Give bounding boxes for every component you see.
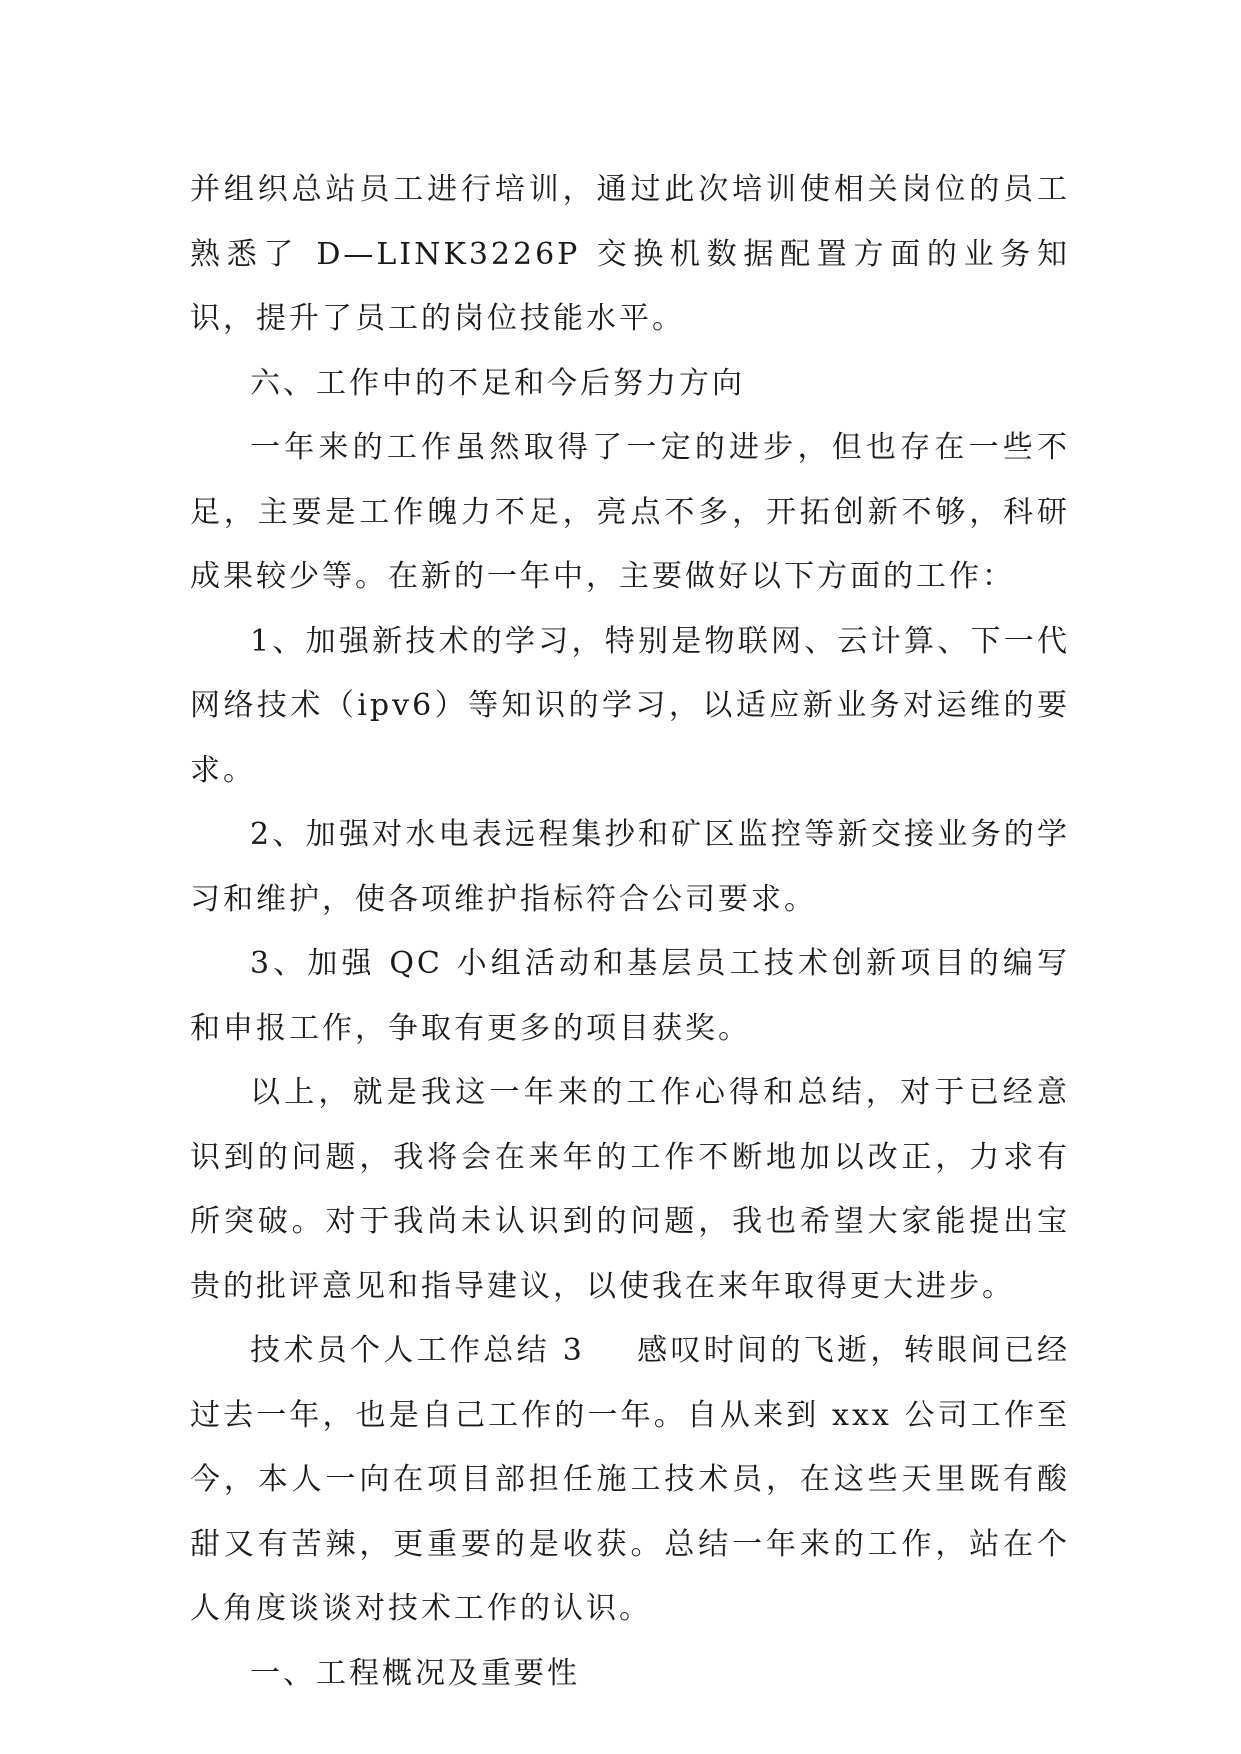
section-heading-shortcomings: 六、工作中的不足和今后努力方向 [250,365,745,401]
list-item-3: 3、加强 QC 小组活动和基层员工技术创新项目的编写和申报工作，争取有更多的项目获奖。 [190,946,1070,1046]
document-body [190,158,1070,1706]
paragraph-summary-3 [190,1319,1070,1642]
summary-3-text: 感叹时间的飞逝，转眼间已经过去一年，也是自己工作的一年。自从来到 xxx 公司工作至今，本人一向在项目部担任施工技术员，在这些天里既有酸甜又有苦辣，更重要的是收获。总结一年来的工作，站在个人角度谈谈对技术工作的认识。 [190,1333,1071,1626]
summary-3-title: 技术员个人工作总结 3 [250,1333,585,1368]
section-heading-project-overview: 一、工程概况及重要性 [250,1655,580,1691]
list-item-1: 1、加强新技术的学习，特别是物联网、云计算、下一代网络技术（ipv6）等知识的学习，以适应新业务对运维的要求。 [190,623,1070,788]
paragraph-training-continuation: 并组织总站员工进行培训，通过此次培训使相关岗位的员工熟悉了 D—LINK3226P 交换机数据配置方面的业务知识，提升了员工的岗位技能水平。 [190,172,1070,336]
list-item-2: 2、加强对水电表远程集抄和矿区监控等新交接业务的学习和维护，使各项维护指标符合公司要求。 [190,817,1070,917]
paragraph-shortcomings: 一年来的工作虽然取得了一定的进步，但也存在一些不足，主要是工作魄力不足，亮点不多，开拓创新不够，科研成果较少等。在新的一年中，主要做好以下方面的工作： [190,430,1070,594]
paragraph-conclusion: 以上，就是我这一年来的工作心得和总结，对于已经意识到的问题，我将会在来年的工作不断地加以改正，力求有所突破。对于我尚未认识到的问题，我也希望大家能提出宝贵的批评意见和指导建议，以使我在来年取得更大进步。 [190,1075,1070,1304]
